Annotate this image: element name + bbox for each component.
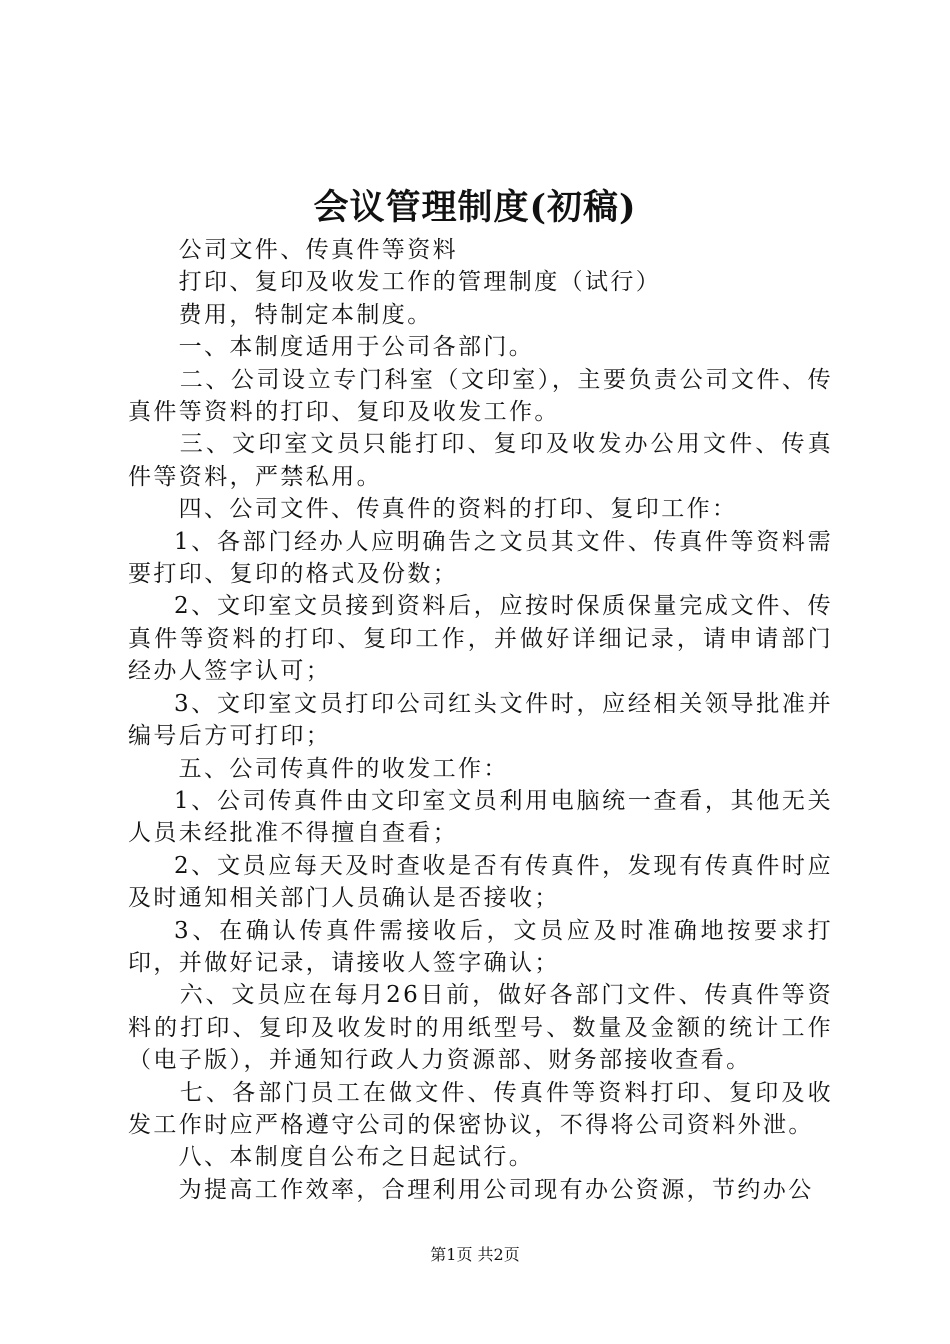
document-title: 会议管理制度(初稿) (313, 187, 637, 228)
paragraph: 3、在确认传真件需接收后，文员应及时准确地按要求打印，并做好记录，请接收人签字确认； (128, 917, 833, 976)
paragraph: 费用，特制定本制度。 (178, 301, 433, 328)
document-body (128, 234, 833, 1206)
paragraph: 八、本制度自公布之日起试行。 (178, 1144, 535, 1171)
page-number: 第1页 (430, 1245, 473, 1264)
paragraph: 1、各部门经办人应明确告之文员其文件、传真件等资料需要打印、复印的格式及份数； (128, 528, 833, 588)
paragraph: 五、公司传真件的收发工作： (178, 755, 509, 782)
paragraph: 四、公司文件、传真件的资料的打印、复印工作： (178, 496, 738, 523)
paragraph: 七、各部门员工在做文件、传真件等资料打印、复印及收发工作时应严格遵守公司的保密协议，不得将公司资料外泄。 (128, 1079, 833, 1138)
paragraph: 2、文员应每天及时查收是否有传真件，发现有传真件时应及时通知相关部门人员确认是否接收； (128, 852, 833, 912)
page-total: 共2页 (477, 1245, 520, 1264)
paragraph: 打印、复印及收发工作的管理制度（试行） (178, 269, 662, 296)
paragraph: 2、文印室文员接到资料后，应按时保质保量完成文件、传真件等资料的打印、复印工作，并做好详细记录，请申请部门经办人签字认可； (128, 593, 833, 685)
paragraph: 三、文印室文员只能打印、复印及收发办公用文件、传真件等资料，严禁私用。 (128, 431, 833, 490)
paragraph: 3、文印室文员打印公司红头文件时，应经相关领导批准并编号后方可打印； (128, 690, 833, 750)
paragraph: 公司文件、传真件等资料 (178, 237, 458, 263)
paragraph: 1、公司传真件由文印室文员利用电脑统一查看，其他无关人员未经批准不得擅自查看； (128, 787, 833, 847)
paragraph: 为提高工作效率，合理利用公司现有办公资源，节约办公 (178, 1176, 814, 1203)
paragraph: 六、文员应在每月26日前，做好各部门文件、传真件等资料的打印、复印及收发时的用纸型号、数量及金额的统计工作（电子版），并通知行政人力资源部、财务部接收查看。 (128, 982, 833, 1074)
page-footer (0, 1244, 950, 1266)
paragraph: 一、本制度适用于公司各部门。 (178, 334, 535, 361)
paragraph: 二、公司设立专门科室（文印室），主要负责公司文件、传真件等资料的打印、复印及收发工作。 (128, 366, 833, 426)
